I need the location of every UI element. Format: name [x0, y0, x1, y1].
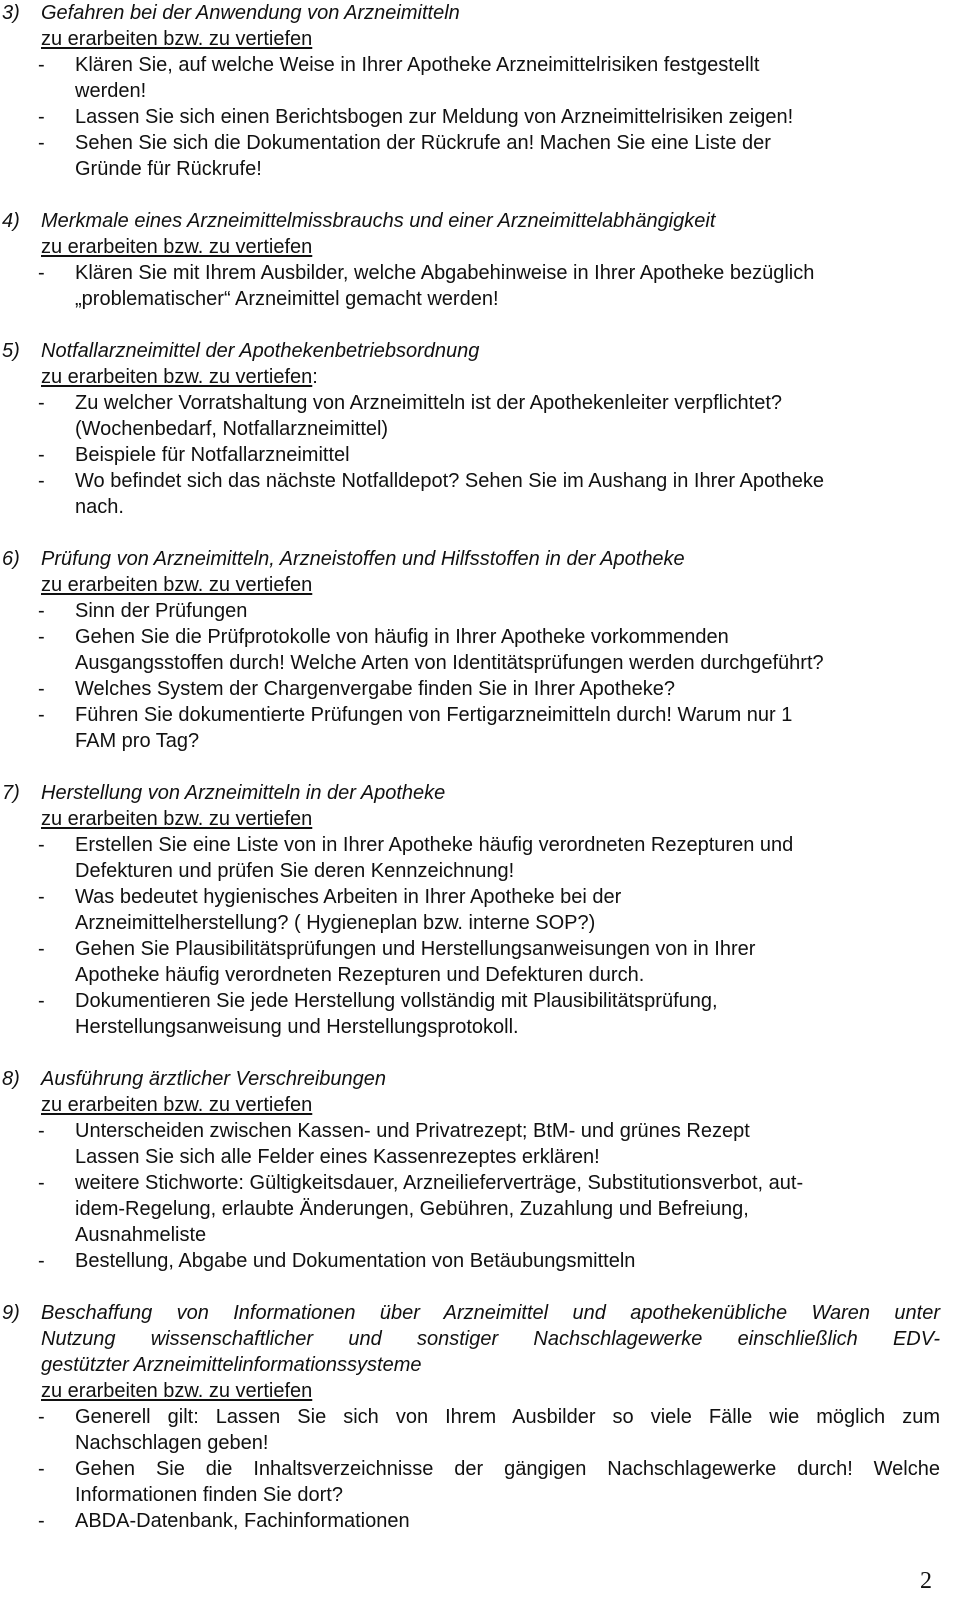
bullet-dash: -: [38, 262, 45, 284]
list-item-line: FAM pro Tag?: [75, 730, 200, 752]
list-item-line: Dokumentieren Sie jede Herstellung vollständig mit Plausibilitätsprüfung,: [75, 990, 718, 1012]
list-item: [0, 52, 940, 104]
subheading-text: zu erarbeiten bzw. zu vertiefen: [41, 28, 313, 50]
bullet-dash: -: [38, 392, 45, 414]
list-item-line: idem-Regelung, erlaubte Änderungen, Gebühren, Zuzahlung und Befreiung,: [75, 1198, 749, 1220]
section-title-line: Nutzung wissenschaftlicher und sonstiger Nachschlagewerke einschließlich EDV-: [41, 1328, 940, 1350]
subheading: [0, 1378, 940, 1404]
subheading-text: zu erarbeiten bzw. zu vertiefen: [41, 808, 313, 830]
list-item-line: Apotheke häufig verordneten Rezepturen und Defekturen durch.: [75, 964, 645, 986]
section-title-line: Beschaffung von Informationen über Arzneimittel und apothekenübliche Waren unter: [41, 1302, 940, 1324]
subheading: [0, 572, 940, 598]
bullet-dash: -: [38, 990, 45, 1012]
section-title: [0, 208, 940, 234]
bullet-dash: -: [38, 132, 45, 154]
section-number: 3): [2, 2, 20, 24]
section-5: [0, 338, 940, 520]
section-7: [0, 780, 940, 1040]
list-item: [0, 468, 940, 520]
list-item-line: Was bedeutet hygienisches Arbeiten in Ihrer Apotheke bei der: [75, 886, 622, 908]
list-item-line: Bestellung, Abgabe und Dokumentation von Betäubungsmitteln: [75, 1250, 636, 1272]
list-item: [0, 260, 940, 312]
list-item: [0, 1404, 940, 1456]
list-item-line: Zu welcher Vorratshaltung von Arzneimitteln ist der Apothekenleiter verpflichtet?: [75, 392, 783, 414]
list-item-line: Ausgangsstoffen durch! Welche Arten von Identitätsprüfungen werden durchgeführt?: [75, 652, 824, 674]
list-item-line: Erstellen Sie eine Liste von in Ihrer Apotheke häufig verordneten Rezepturen und: [75, 834, 794, 856]
section-title-line: Ausführung ärztlicher Verschreibungen: [41, 1068, 387, 1090]
list-item: [0, 598, 940, 624]
section-number: 4): [2, 210, 20, 232]
bullet-dash: -: [38, 1120, 45, 1142]
section-title-line: Notfallarzneimittel der Apothekenbetriebsordnung: [41, 340, 480, 362]
list-item: [0, 702, 940, 754]
section-title-line: Gefahren bei der Anwendung von Arzneimitteln: [41, 2, 460, 24]
list-item-line: Informationen finden Sie dort?: [75, 1484, 343, 1506]
subheading-text: zu erarbeiten bzw. zu vertiefen: [41, 1380, 313, 1402]
bullet-dash: -: [38, 704, 45, 726]
section-title-line: gestützter Arzneimittelinformationssysteme: [41, 1354, 422, 1376]
subheading-text: zu erarbeiten bzw. zu vertiefen: [41, 366, 313, 388]
list-item-line: Gehen Sie Plausibilitätsprüfungen und Herstellungsanweisungen von in Ihrer: [75, 938, 756, 960]
section-3: [0, 0, 940, 182]
list-item-line: Herstellungsanweisung und Herstellungsprotokoll.: [75, 1016, 519, 1038]
list-item: [0, 1456, 940, 1508]
subheading: [0, 364, 940, 390]
list-item: [0, 1248, 940, 1274]
list-item-line: Lassen Sie sich alle Felder eines Kassenrezeptes erklären!: [75, 1146, 600, 1168]
section-number: 7): [2, 782, 20, 804]
section-title: [0, 0, 940, 26]
bullet-dash: -: [38, 1172, 45, 1194]
bullet-dash: -: [38, 886, 45, 908]
bullet-dash: -: [38, 54, 45, 76]
section-number: 8): [2, 1068, 20, 1090]
section-title: [0, 546, 940, 572]
list-item-line: Ausnahmeliste: [75, 1224, 207, 1246]
list-item-line: Gründe für Rückrufe!: [75, 158, 262, 180]
section-6: [0, 546, 940, 754]
list-item: [0, 624, 940, 676]
list-item-line: Nachschlagen geben!: [75, 1432, 269, 1454]
list-item-line: Generell gilt: Lassen Sie sich von Ihrem Ausbilder so viele Fälle wie möglich zum: [75, 1406, 940, 1428]
bullet-dash: -: [38, 1510, 45, 1532]
list-item-line: Gehen Sie die Inhaltsverzeichnisse der gängigen Nachschlagewerke durch! Welche: [75, 1458, 940, 1480]
bullet-dash: -: [38, 938, 45, 960]
bullet-dash: -: [38, 444, 45, 466]
list-item: [0, 988, 940, 1040]
list-item: [0, 1170, 940, 1248]
bullet-dash: -: [38, 1458, 45, 1480]
list-item-line: Unterscheiden zwischen Kassen- und Privatrezept; BtM- und grünes Rezept: [75, 1120, 750, 1142]
list-item-line: Arzneimittelherstellung? ( Hygieneplan bzw. interne SOP?): [75, 912, 596, 934]
bullet-dash: -: [38, 106, 45, 128]
list-item: [0, 442, 940, 468]
subheading: [0, 806, 940, 832]
list-item-line: ABDA-Datenbank, Fachinformationen: [75, 1510, 410, 1532]
list-item: [0, 884, 940, 936]
list-item-line: „problematischer“ Arzneimittel gemacht werden!: [75, 288, 499, 310]
list-item-line: Welches System der Chargenvergabe finden Sie in Ihrer Apotheke?: [75, 678, 675, 700]
list-item-line: (Wochenbedarf, Notfallarzneimittel): [75, 418, 389, 440]
list-item-line: Lassen Sie sich einen Berichtsbogen zur Meldung von Arzneimittelrisiken zeigen!: [75, 106, 794, 128]
bullet-dash: -: [38, 678, 45, 700]
section-8: [0, 1066, 940, 1274]
section-title: [0, 338, 940, 364]
subheading-text: zu erarbeiten bzw. zu vertiefen: [41, 574, 313, 596]
section-title-line: Prüfung von Arzneimitteln, Arzneistoffen und Hilfsstoffen in der Apotheke: [41, 548, 685, 570]
bullet-dash: -: [38, 1250, 45, 1272]
list-item: [0, 936, 940, 988]
section-9: [0, 1300, 940, 1534]
list-item: [0, 390, 940, 442]
list-item: [0, 1508, 940, 1534]
list-item-line: Defekturen und prüfen Sie deren Kennzeichnung!: [75, 860, 515, 882]
bullet-dash: -: [38, 600, 45, 622]
section-title: [0, 780, 940, 806]
subheading-suffix: :: [312, 366, 318, 388]
list-item-line: nach.: [75, 496, 124, 518]
list-item: [0, 104, 940, 130]
list-item-line: Klären Sie mit Ihrem Ausbilder, welche Abgabehinweise in Ihrer Apotheke bezüglich: [75, 262, 815, 284]
list-item-line: Sehen Sie sich die Dokumentation der Rückrufe an! Machen Sie eine Liste der: [75, 132, 771, 154]
bullet-dash: -: [38, 1406, 45, 1428]
list-item: [0, 130, 940, 182]
bullet-dash: -: [38, 470, 45, 492]
list-item-line: Beispiele für Notfallarzneimittel: [75, 444, 350, 466]
list-item-line: Klären Sie, auf welche Weise in Ihrer Apotheke Arzneimittelrisiken festgestellt: [75, 54, 760, 76]
bullet-dash: -: [38, 834, 45, 856]
list-item: [0, 1118, 940, 1170]
list-item-line: Wo befindet sich das nächste Notfalldepot? Sehen Sie im Aushang in Ihrer Apotheke: [75, 470, 825, 492]
section-number: 5): [2, 340, 20, 362]
section-4: [0, 208, 940, 312]
section-number: 6): [2, 548, 20, 570]
list-item-line: werden!: [75, 80, 147, 102]
subheading: [0, 26, 940, 52]
bullet-dash: -: [38, 626, 45, 648]
list-item-line: weitere Stichworte: Gültigkeitsdauer, Arzneilieferverträge, Substitutionsverbot, aut-: [75, 1172, 804, 1194]
section-title-line: Herstellung von Arzneimitteln in der Apotheke: [41, 782, 446, 804]
subheading: [0, 234, 940, 260]
section-title: [0, 1300, 940, 1378]
list-item-line: Gehen Sie die Prüfprotokolle von häufig in Ihrer Apotheke vorkommenden: [75, 626, 729, 648]
section-number: 9): [2, 1302, 20, 1324]
list-item-line: Führen Sie dokumentierte Prüfungen von Fertigarzneimitteln durch! Warum nur 1: [75, 704, 793, 726]
subheading-text: zu erarbeiten bzw. zu vertiefen: [41, 236, 313, 258]
page-number: 2: [920, 1568, 932, 1594]
section-title-line: Merkmale eines Arzneimittelmissbrauchs und einer Arzneimittelabhängigkeit: [41, 210, 716, 232]
list-item: [0, 832, 940, 884]
list-item: [0, 676, 940, 702]
list-item-line: Sinn der Prüfungen: [75, 600, 248, 622]
subheading: [0, 1092, 940, 1118]
subheading-text: zu erarbeiten bzw. zu vertiefen: [41, 1094, 313, 1116]
section-title: [0, 1066, 940, 1092]
